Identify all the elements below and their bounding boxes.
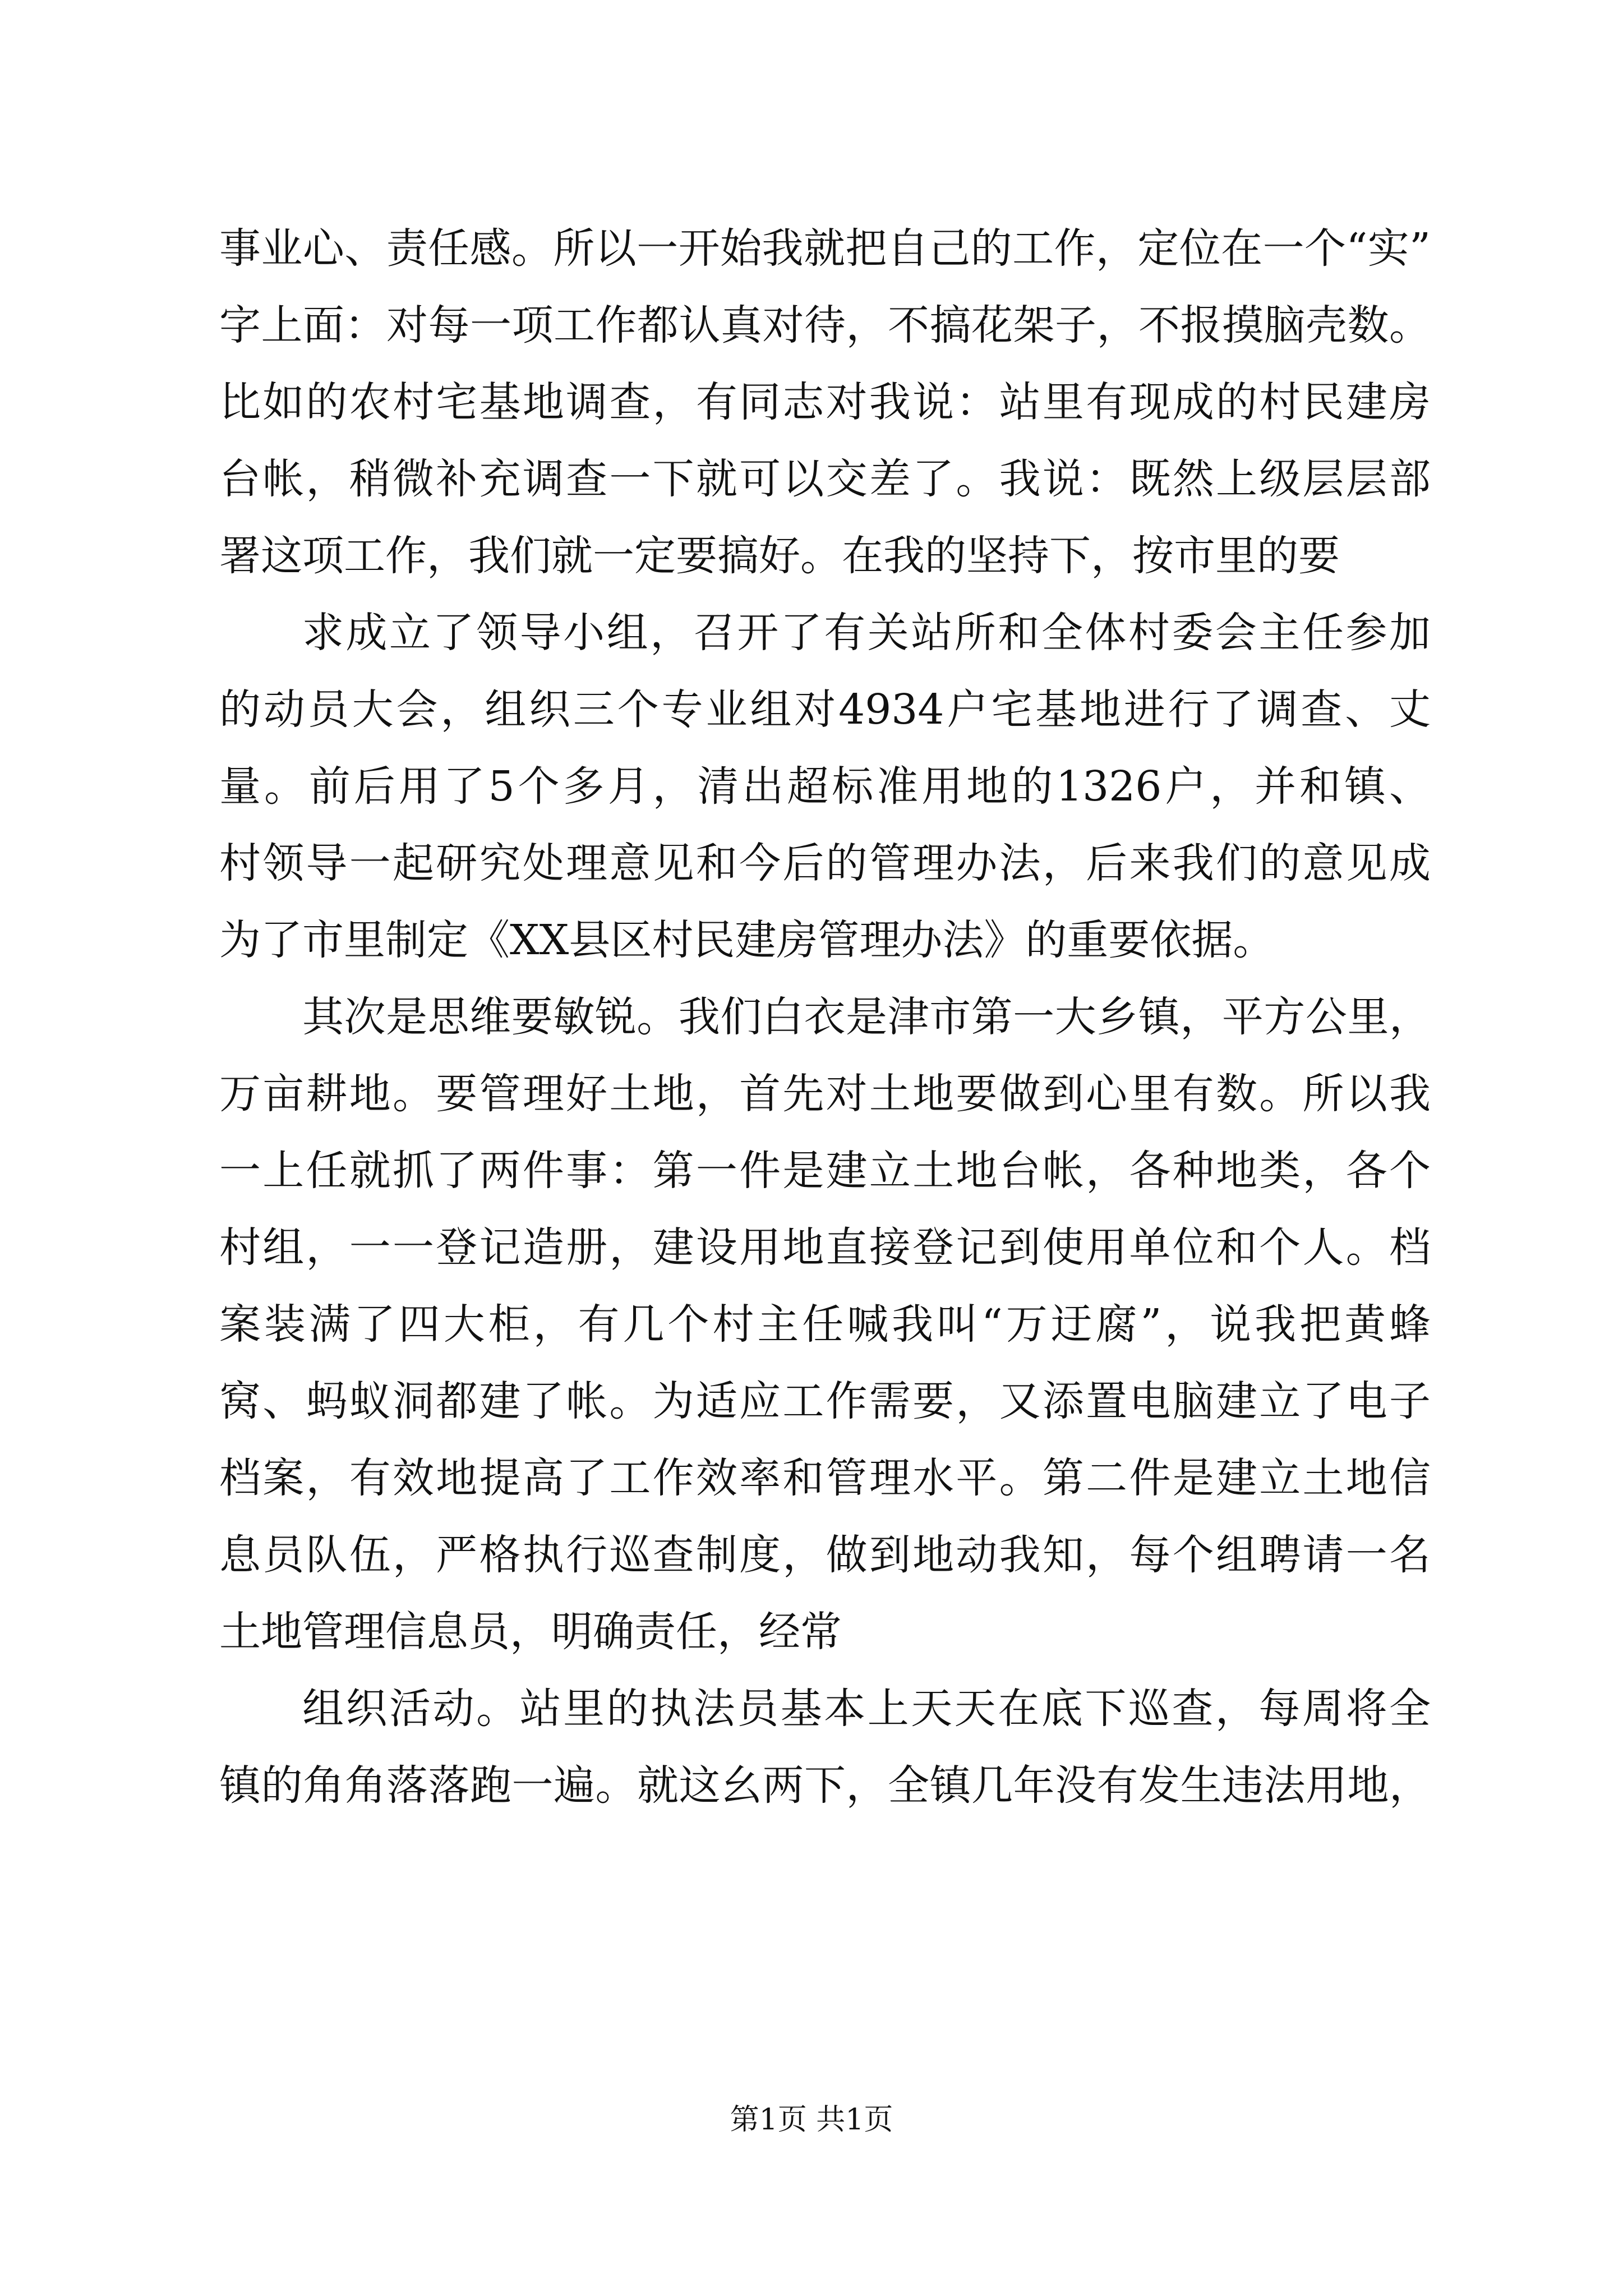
document-body: [219, 210, 1431, 1824]
text-line: 土地管理信息员，明确责任，经常: [219, 1608, 842, 1656]
text-line: 村组，一一登记造册，建设用地直接登记到使用单位和个人。档: [219, 1223, 1431, 1272]
paragraph-first-line: 求成立了领导小组，召开了有关站所和全体村委会主任参加: [302, 609, 1431, 657]
text-line: 息员队伍，严格执行巡查制度，做到地动我知，每个组聘请一名: [219, 1531, 1431, 1579]
paragraph-first-line: 组织活动。站里的执法员基本上天天在底下巡查，每周将全: [302, 1685, 1431, 1733]
text-line: 比如的农村宅基地调查，有同志对我说：站里有现成的村民建房: [219, 378, 1431, 426]
text-line: 一上任就抓了两件事：第一件是建立土地台帐，各种地类，各个: [219, 1147, 1431, 1195]
text-line: 量。前后用了5个多月，清出超标准用地的1326户，并和镇、: [219, 762, 1431, 811]
text-line: 事业心、责任感。所以一开始我就把自己的工作，定位在一个“实”: [219, 224, 1431, 273]
text-line: 窝、蚂蚁洞都建了帐。为适应工作需要，又添置电脑建立了电子: [219, 1377, 1431, 1425]
text-line: 村领导一起研究处理意见和今后的管理办法，后来我们的意见成: [219, 839, 1431, 887]
text-line: 为了市里制定《XX县区村民建房管理办法》的重要依据。: [219, 916, 1275, 964]
text-line: 万亩耕地。要管理好土地，首先对土地要做到心里有数。所以我: [219, 1070, 1431, 1118]
text-line: 案装满了四大柜，有几个村主任喊我叫“万迂腐”，说我把黄蜂: [219, 1300, 1431, 1349]
paragraph-first-line: 其次是思维要敏锐。我们白衣是津市第一大乡镇，平方公里，: [302, 993, 1431, 1041]
page-number-label: 第1页 共1页: [730, 2103, 893, 2137]
text-line: 台帐，稍微补充调查一下就可以交差了。我说：既然上级层层部: [219, 455, 1431, 503]
text-line: 字上面：对每一项工作都认真对待，不搞花架子，不报摸脑壳数。: [219, 301, 1431, 349]
page-footer: [0, 2100, 1623, 2139]
text-line: 署这项工作，我们就一定要搞好。在我的坚持下，按市里的要: [219, 532, 1340, 580]
text-line: 镇的角角落落跑一遍。就这幺两下，全镇几年没有发生违法用地，: [219, 1761, 1431, 1810]
text-line: 的动员大会，组织三个专业组对4934户宅基地进行了调查、丈: [219, 685, 1431, 734]
text-line: 档案，有效地提高了工作效率和管理水平。第二件是建立土地信: [219, 1454, 1431, 1502]
